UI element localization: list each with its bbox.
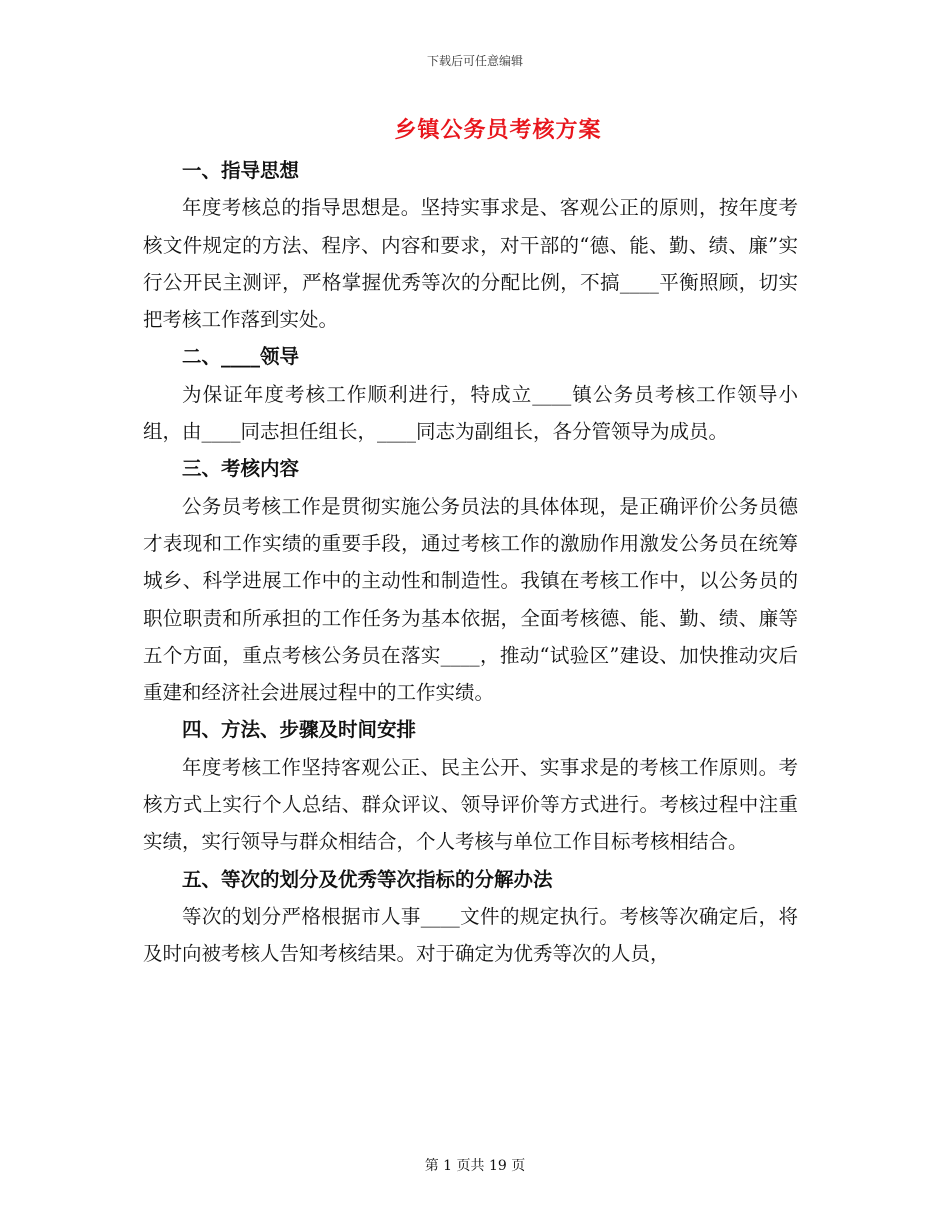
section-paragraph: 年度考核总的指导思想是。坚持实事求是、客观公正的原则，按年度考核文件规定的方法、程序、内容和要求，对干部的“德、能、勤、绩、廉”实行公开民主测评，严格掌握优秀等次的分配比例，不搞____平衡照顾，切实把考核工作落到实处。 — [143, 196, 798, 332]
section-heading: 三、考核内容 — [182, 457, 300, 481]
section-heading: 五、等次的划分及优秀等次指标的分解办法 — [182, 867, 553, 891]
section-paragraph: 等次的划分严格根据市人事____文件的规定执行。考核等次确定后，将及时向被考核人告知考核结果。对于确定为优秀等次的人员， — [143, 904, 798, 966]
section-paragraph: 公务员考核工作是贯彻实施公务员法的具体体现，是正确评价公务员德才表现和工作实绩的重要手段，通过考核工作的激励作用激发公务员在统筹城乡、科学进展工作中的主动性和制造性。我镇在考核工作中，以公务员的职位职责和所承担的工作任务为基本依据，全面考核德、能、勤、绩、廉等五个方面，重点考核公务员在落实____，推动“试验区”建设、加快推动灾后重建和经济社会进展过程中的工作实绩。 — [143, 494, 798, 705]
section-paragraph: 年度考核工作坚持客观公正、民主公开、实事求是的考核工作原则。考核方式上实行个人总结、群众评议、领导评价等方式进行。考核过程中注重实绩，实行领导与群众相结合，个人考核与单位工作目标考核相结合。 — [143, 755, 798, 854]
document-title: 乡镇公务员考核方案 — [394, 117, 602, 143]
section-heading: 四、方法、步骤及时间安排 — [182, 718, 417, 742]
page-number: 第 1 页共 19 页 — [424, 1158, 526, 1174]
section-heading: 一、指导思想 — [182, 159, 300, 182]
page-header-note: 下载后可任意编辑 — [426, 54, 523, 68]
section-paragraph: 为保证年度考核工作顺利进行，特成立____镇公务员考核工作领导小组，由____同志担任组长，____同志为副组长，各分管领导为成员。 — [143, 382, 798, 444]
section-heading: 二、____领导 — [182, 345, 300, 369]
document-body — [143, 152, 798, 973]
